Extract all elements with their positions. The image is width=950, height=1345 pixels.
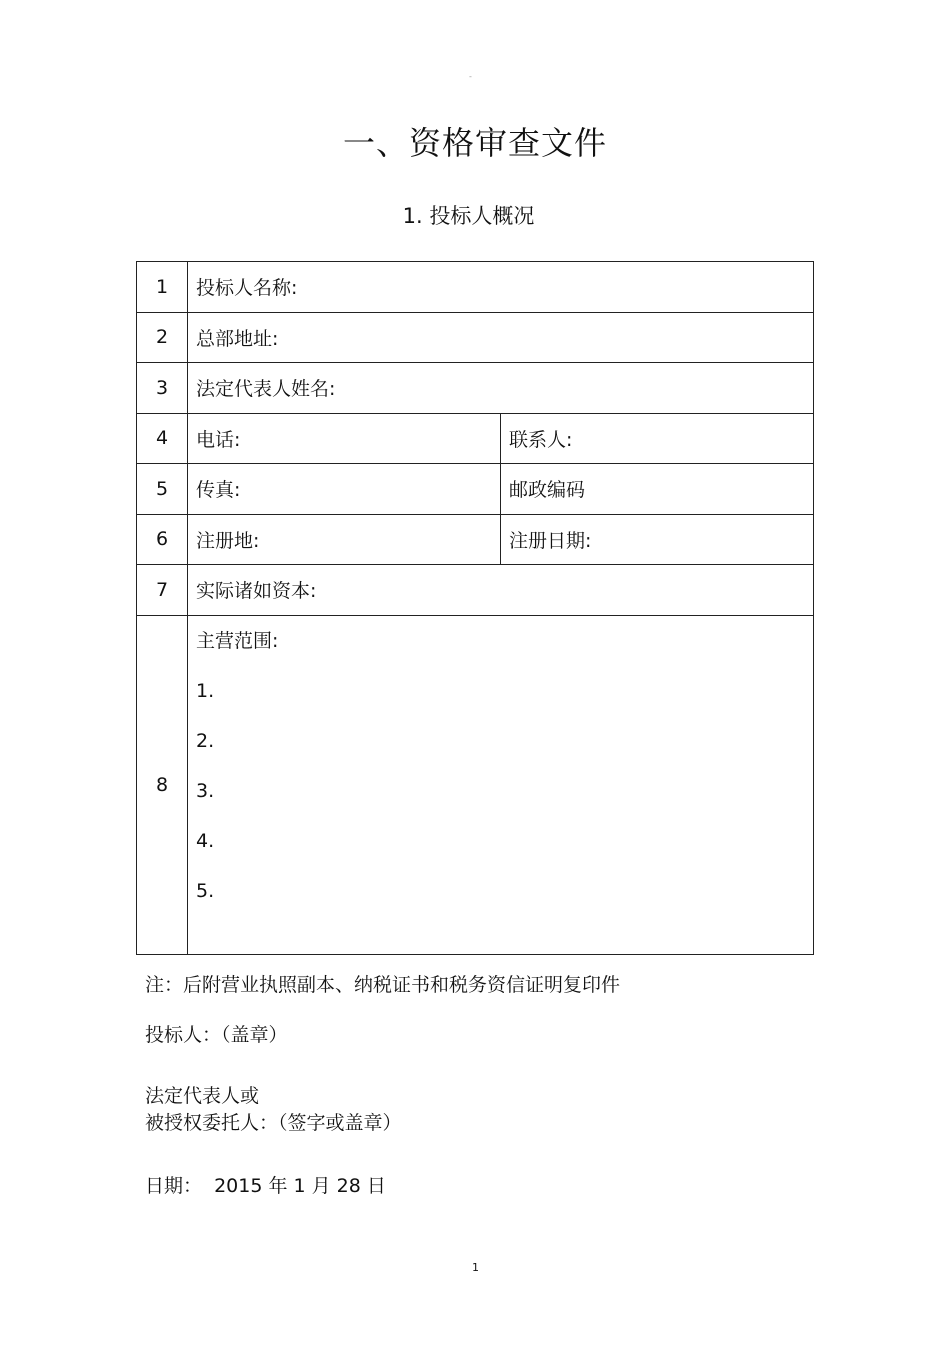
section-subtitle: 1. 投标人概况 <box>402 204 535 228</box>
attachment-note: 注：后附营业执照副本、纳税证书和税务资信证明复印件 <box>145 974 621 996</box>
business-scope-label: 主营范围: <box>196 629 279 652</box>
row-number: 8 <box>137 615 188 954</box>
postal-code-field[interactable]: 邮政编码 <box>501 464 814 515</box>
registration-place-field[interactable]: 注册地: <box>188 514 501 565</box>
table-row <box>137 413 814 464</box>
list-item: 5. <box>196 879 215 902</box>
table-row <box>137 565 814 616</box>
header-mark: - <box>469 72 472 81</box>
legal-rep-name-field[interactable]: 法定代表人姓名: <box>188 363 814 414</box>
table-row <box>137 514 814 565</box>
row-number: 1 <box>137 262 188 313</box>
page-title: 一、资格审查文件 <box>342 124 607 162</box>
date-line: 日期： 2015 年 1 月 28 日 <box>145 1175 386 1197</box>
row-number: 7 <box>137 565 188 616</box>
legal-rep-line: 法定代表人或 <box>145 1085 260 1107</box>
list-item: 4. <box>196 829 215 852</box>
registration-date-field[interactable]: 注册日期: <box>501 514 814 565</box>
table-row <box>137 312 814 363</box>
phone-field[interactable]: 电话: <box>188 413 501 464</box>
table-row <box>137 262 814 313</box>
row-number: 6 <box>137 514 188 565</box>
contact-person-field[interactable]: 联系人: <box>501 413 814 464</box>
bidder-seal-line: 投标人：（盖章） <box>145 1024 288 1046</box>
business-scope-field[interactable] <box>188 615 814 954</box>
table-row <box>137 464 814 515</box>
row-number: 3 <box>137 363 188 414</box>
table-row <box>137 615 814 954</box>
fax-field[interactable]: 传真: <box>188 464 501 515</box>
list-item: 3. <box>196 779 215 802</box>
bidder-name-field[interactable]: 投标人名称: <box>188 262 814 313</box>
registered-capital-field[interactable]: 实际诸如资本: <box>188 565 814 616</box>
page-number: 1 <box>472 1261 479 1274</box>
bidder-info-table <box>136 261 814 955</box>
table-row <box>137 363 814 414</box>
list-item: 2. <box>196 729 215 752</box>
row-number: 2 <box>137 312 188 363</box>
row-number: 4 <box>137 413 188 464</box>
list-item: 1. <box>196 679 215 702</box>
row-number: 5 <box>137 464 188 515</box>
hq-address-field[interactable]: 总部地址: <box>188 312 814 363</box>
authorized-agent-line: 被授权委托人：（签字或盖章） <box>145 1112 402 1134</box>
